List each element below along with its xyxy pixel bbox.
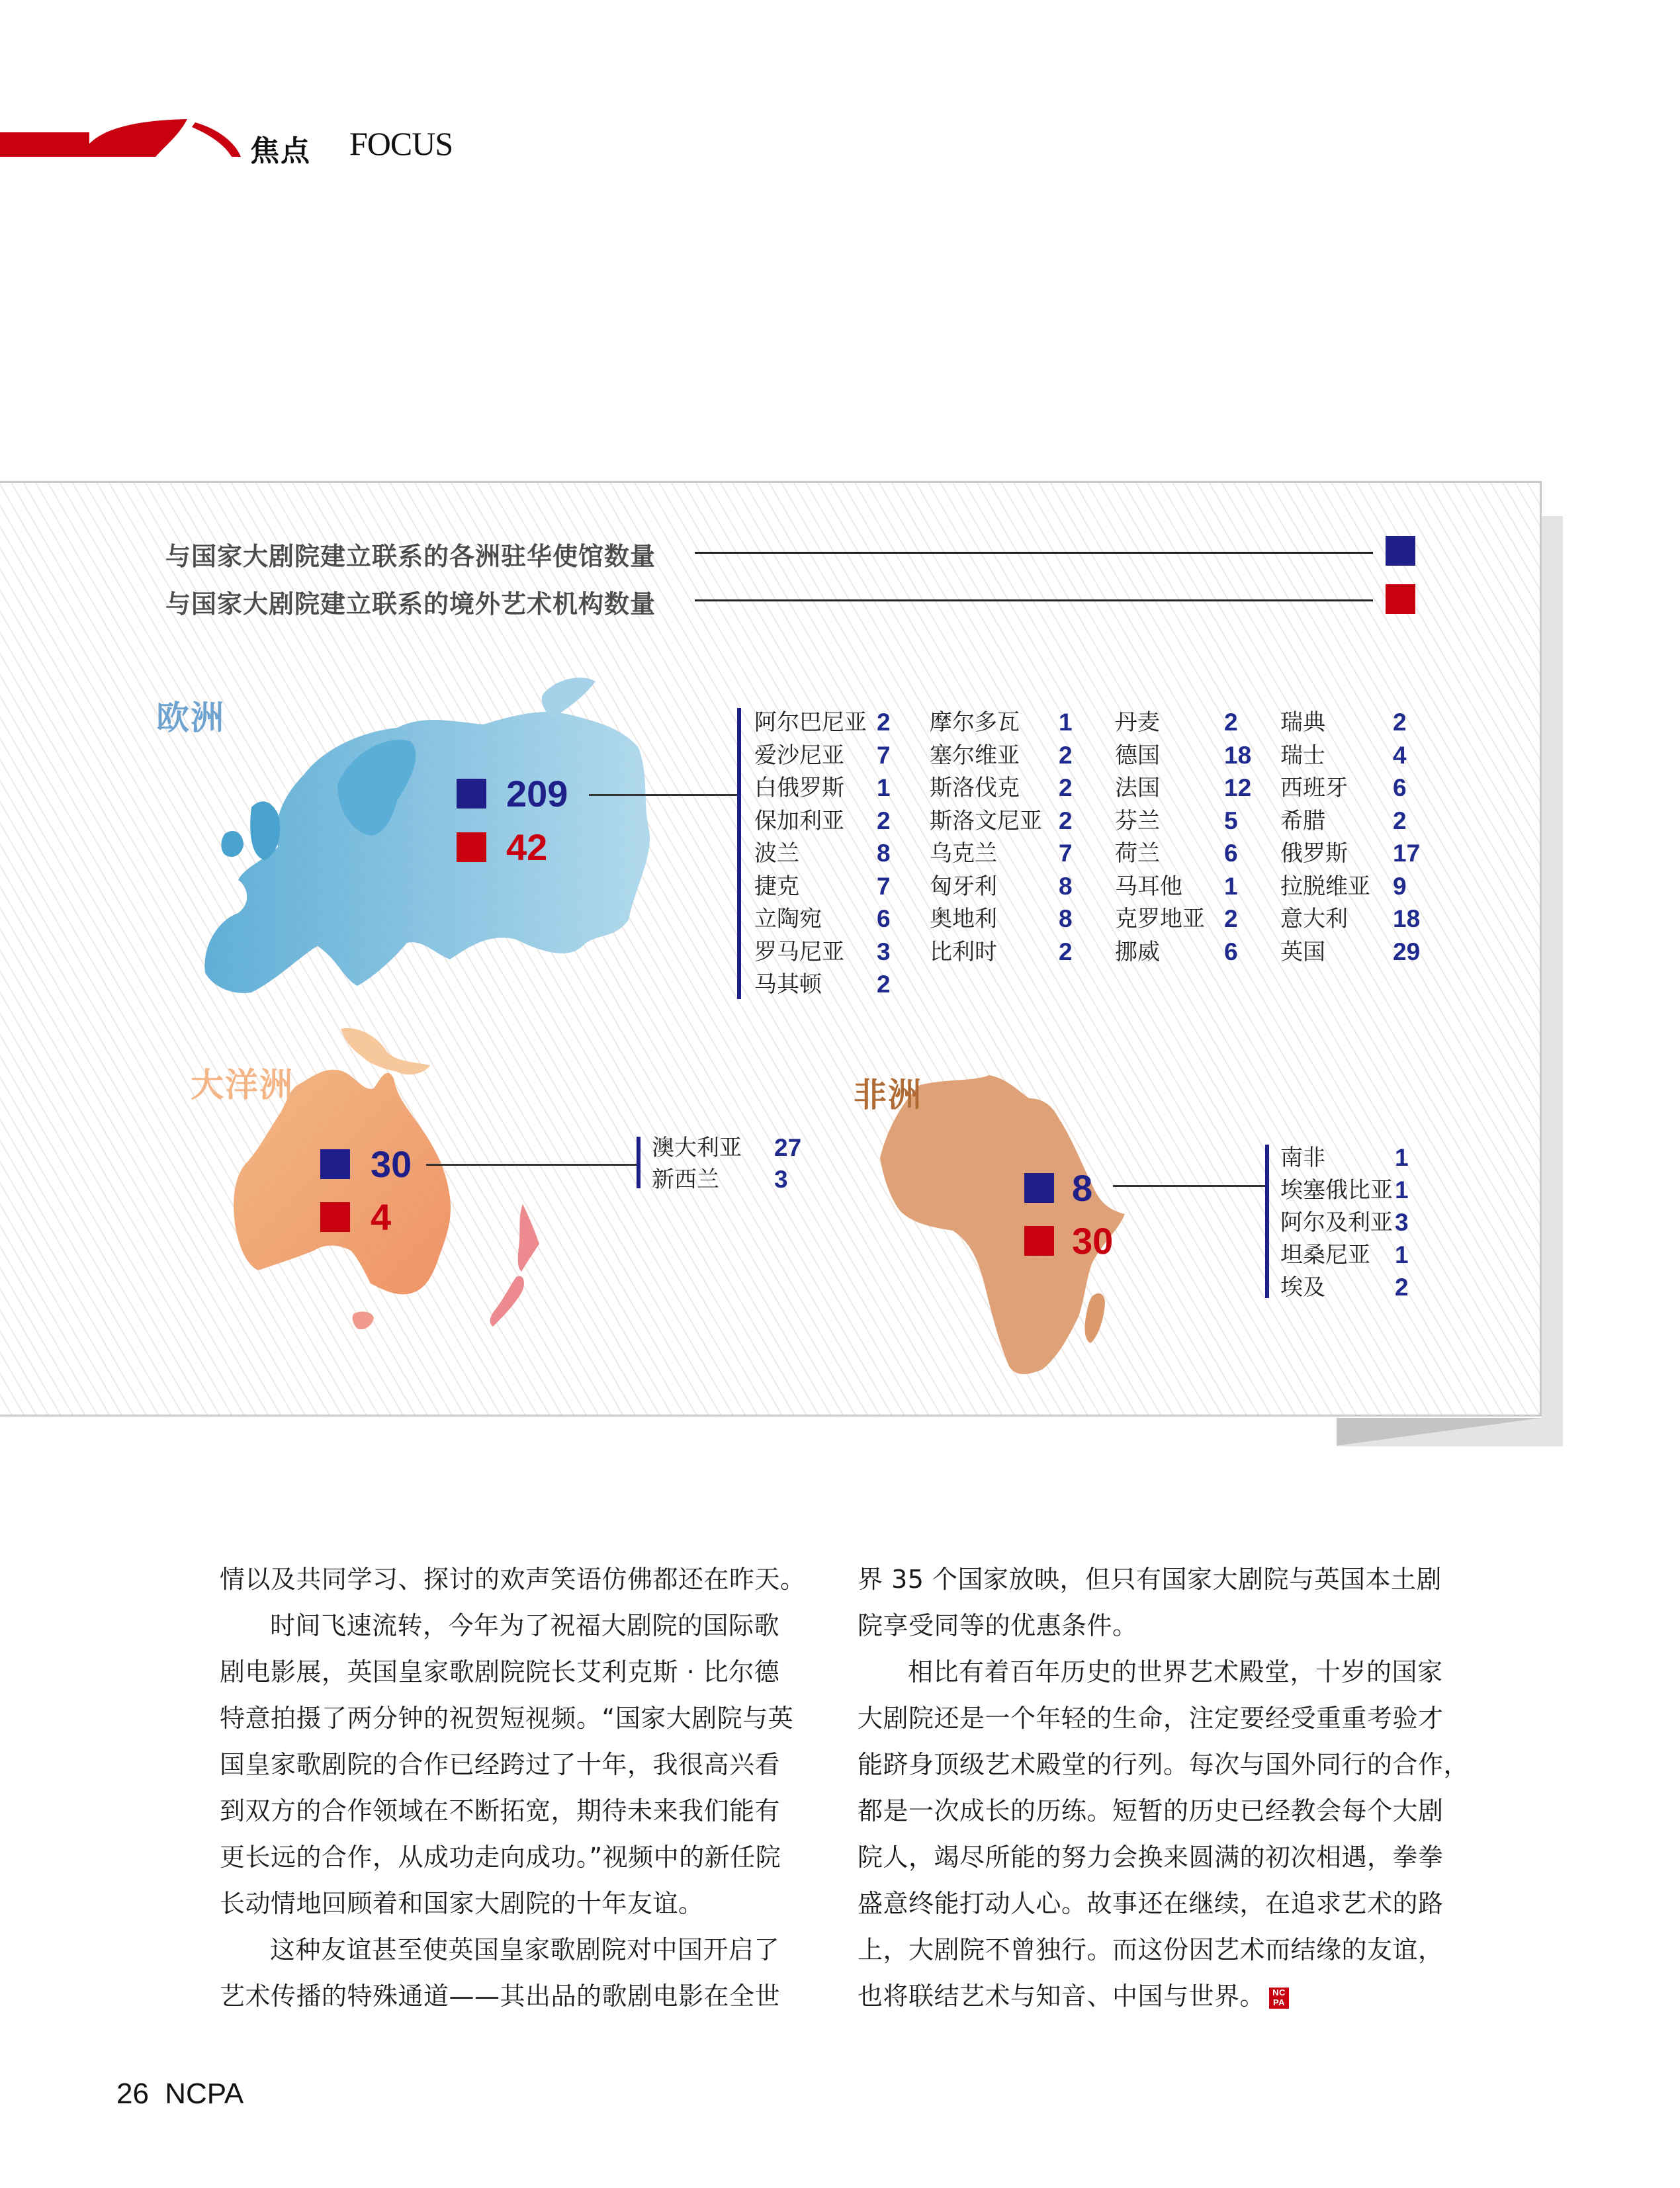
card-shadow-right <box>1542 516 1563 1446</box>
country-name: 西班牙 <box>1280 775 1348 801</box>
article-line <box>220 1649 822 1695</box>
header-arch-left <box>81 119 187 157</box>
country-name: 南非 <box>1280 1145 1325 1171</box>
country-count: 8 <box>1059 872 1073 900</box>
article-line-text: 能跻身顶级艺术殿堂的行列。每次与国外同行的合作， <box>858 1750 1470 1779</box>
article-line <box>220 1880 822 1927</box>
article-line-text: 相比有着百年历史的世界艺术殿堂，十岁的国家 <box>908 1657 1443 1686</box>
article-line-text: 院人，竭尽所能的努力会换来圆满的初次相遇，拳拳 <box>858 1843 1444 1872</box>
madagascar-shape <box>1085 1293 1105 1343</box>
country-name: 乌克兰 <box>930 840 997 867</box>
africa-connector-line <box>1113 1185 1265 1187</box>
article-line <box>220 1788 822 1834</box>
legend-embassies-label: 与国家大剧院建立联系的各洲驻华使馆数量 <box>165 542 656 571</box>
legend-embassies-swatch <box>1386 536 1415 566</box>
infographic-card <box>0 481 1542 1417</box>
country-name: 新西兰 <box>652 1166 719 1193</box>
country-name: 斯洛伐克 <box>930 775 1020 801</box>
country-count: 18 <box>1393 905 1421 932</box>
article-line <box>220 1602 822 1649</box>
country-count: 2 <box>1393 709 1407 736</box>
article-line <box>858 1927 1460 1973</box>
article-line-text: 院享受同等的优惠条件。 <box>858 1611 1138 1640</box>
country-name: 埃塞俄比亚 <box>1280 1177 1393 1203</box>
country-count: 1 <box>1395 1241 1409 1268</box>
country-count: 6 <box>1224 840 1238 867</box>
africa-embassies-count: 8 <box>1072 1167 1093 1209</box>
country-name: 阿尔及利亚 <box>1280 1209 1393 1236</box>
europe-list-bar <box>737 708 741 999</box>
country-count: 4 <box>1393 741 1407 769</box>
country-name: 波兰 <box>754 840 799 867</box>
novaya-zemlya-shape <box>542 678 596 718</box>
country-name: 匈牙利 <box>930 873 997 900</box>
country-name: 马耳他 <box>1115 873 1182 900</box>
africa-label: 非洲 <box>854 1075 922 1114</box>
country-count: 17 <box>1393 840 1421 867</box>
country-count: 7 <box>1059 840 1073 867</box>
country-name: 意大利 <box>1280 906 1348 932</box>
oceania-connector-line <box>426 1164 637 1166</box>
article-line <box>858 1602 1460 1649</box>
country-name: 保加利亚 <box>754 807 844 834</box>
article-line <box>220 1834 822 1880</box>
article-line <box>220 1973 822 2019</box>
country-name: 坦桑尼亚 <box>1280 1242 1370 1268</box>
article-column-2 <box>858 1556 1470 2019</box>
header-red-bar <box>0 132 89 157</box>
europe-connector-line <box>589 794 737 796</box>
country-count: 7 <box>877 872 891 900</box>
country-count: 12 <box>1224 774 1252 801</box>
article-line-text: 盛意终能打动人心。故事还在继续，在追求艺术的路 <box>858 1889 1444 1918</box>
country-count: 8 <box>877 840 891 867</box>
country-name: 芬兰 <box>1115 807 1160 834</box>
country-count: 2 <box>877 807 891 834</box>
europe-institutions-swatch <box>457 832 486 862</box>
ireland-shape <box>221 831 243 857</box>
publication-name: NCPA <box>165 2078 244 2110</box>
country-count: 5 <box>1224 807 1238 834</box>
europe-label: 欧洲 <box>156 698 225 737</box>
article-line <box>858 1880 1460 1927</box>
legend-institutions-label: 与国家大剧院建立联系的境外艺术机构数量 <box>165 590 656 619</box>
new-zealand-south-shape <box>490 1276 524 1327</box>
country-name: 英国 <box>1280 938 1325 965</box>
oceania-list-bar <box>637 1137 641 1188</box>
africa-institutions-count: 30 <box>1072 1220 1114 1262</box>
country-count: 3 <box>1395 1209 1409 1236</box>
card-page-curl <box>1337 1416 1562 1449</box>
legend-institutions-swatch <box>1386 584 1415 614</box>
article-line <box>220 1556 822 1602</box>
article-line <box>858 1834 1460 1880</box>
country-name: 法国 <box>1115 775 1160 801</box>
article-line <box>220 1741 822 1788</box>
oceania-label: 大洋洲 <box>191 1065 294 1104</box>
country-count: 6 <box>1224 938 1238 965</box>
article-column-1 <box>220 1556 822 2019</box>
country-name: 瑞士 <box>1280 742 1325 769</box>
country-count: 2 <box>1224 905 1238 932</box>
article-line <box>858 1695 1460 1741</box>
europe-institutions-count: 42 <box>506 826 548 868</box>
country-name: 捷克 <box>754 873 799 900</box>
country-count: 2 <box>1393 807 1407 834</box>
article-line-text: 更长远的合作，从成功走向成功。”视频中的新任院 <box>220 1843 781 1872</box>
article-line-text: 界 35 个国家放映，但只有国家大剧院与英国本土剧 <box>858 1565 1442 1594</box>
country-name: 挪威 <box>1115 938 1160 965</box>
article-line <box>858 1741 1470 1788</box>
country-count: 1 <box>1224 872 1238 900</box>
country-name: 奥地利 <box>930 906 997 932</box>
ncpa-end-mark-icon <box>1269 1988 1289 2009</box>
country-name: 丹麦 <box>1115 709 1160 736</box>
country-count: 1 <box>877 774 891 801</box>
country-name: 阿尔巴尼亚 <box>754 709 867 736</box>
country-name: 俄罗斯 <box>1280 840 1348 867</box>
country-count: 3 <box>774 1166 788 1193</box>
oceania-institutions-count: 4 <box>371 1196 392 1238</box>
country-count: 6 <box>877 905 891 932</box>
country-count: 1 <box>1395 1176 1409 1203</box>
oceania-embassies-swatch <box>320 1149 350 1179</box>
country-name: 拉脱维亚 <box>1280 873 1370 900</box>
country-count: 27 <box>774 1134 802 1161</box>
article-line-text: 国皇家歌剧院的合作已经跨过了十年，我很高兴看 <box>220 1750 781 1779</box>
page-footer <box>116 2078 243 2111</box>
page-number: 26 <box>116 2078 149 2110</box>
country-count: 2 <box>1059 938 1073 965</box>
europe-map <box>172 668 701 999</box>
new-guinea-shape <box>341 1028 430 1074</box>
country-name: 澳大利亚 <box>652 1135 742 1161</box>
country-count: 2 <box>1224 709 1238 736</box>
europe-embassies-count: 209 <box>506 773 568 814</box>
article-line <box>858 1973 1460 2019</box>
africa-list-bar <box>1265 1145 1269 1298</box>
country-count: 8 <box>1059 905 1073 932</box>
country-name: 瑞典 <box>1280 709 1325 736</box>
country-count: 29 <box>1393 938 1421 965</box>
country-count: 2 <box>1059 774 1073 801</box>
country-name: 塞尔维亚 <box>930 742 1020 769</box>
article-line-text: 情以及共同学习、探讨的欢声笑语仿佛都还在昨天。 <box>220 1565 806 1594</box>
article-line-text: 艺术传播的特殊通道——其出品的歌剧电影在全世 <box>220 1982 781 2011</box>
article-line-text: 时间飞速流转，今年为了祝福大剧院的国际歌 <box>270 1611 780 1640</box>
article-line-text: 长动情地回顾着和国家大剧院的十年友谊。 <box>220 1889 704 1918</box>
country-name: 埃及 <box>1280 1274 1325 1301</box>
article-line-text: 剧电影展，英国皇家歌剧院院长艾利克斯 · 比尔德 <box>220 1657 780 1686</box>
section-title-cn: 焦点 <box>250 134 311 168</box>
country-name: 荷兰 <box>1115 840 1160 867</box>
article-line-text: 上，大剧院不曾独行。而这份因艺术而结缘的友谊， <box>858 1935 1444 1964</box>
country-count: 18 <box>1224 741 1252 769</box>
country-count: 2 <box>1395 1274 1409 1301</box>
africa-institutions-swatch <box>1024 1226 1054 1256</box>
article-line <box>220 1927 822 1973</box>
country-name: 克罗地亚 <box>1115 906 1205 932</box>
article-line-text: 都是一次成长的历练。短暂的历史已经教会每个大剧 <box>858 1796 1444 1825</box>
new-zealand-north-shape <box>518 1204 539 1272</box>
article-line <box>220 1695 822 1741</box>
africa-embassies-swatch <box>1024 1173 1054 1203</box>
end-mark-bottom: PA <box>1272 1997 1286 2007</box>
article-line <box>858 1556 1460 1602</box>
country-name: 比利时 <box>930 938 997 965</box>
country-name: 爱沙尼亚 <box>754 742 844 769</box>
country-name: 罗马尼亚 <box>754 938 844 965</box>
tasmania-shape <box>353 1311 374 1329</box>
country-count: 3 <box>877 938 891 965</box>
legend-embassies-line <box>695 552 1373 554</box>
section-title-en: FOCUS <box>349 125 453 162</box>
end-mark-top: NC <box>1272 1987 1286 1997</box>
country-name: 德国 <box>1115 742 1160 769</box>
country-count: 7 <box>877 741 891 769</box>
country-name: 斯洛文尼亚 <box>930 807 1042 834</box>
country-count: 6 <box>1393 774 1407 801</box>
country-count: 2 <box>877 971 891 998</box>
oceania-embassies-count: 30 <box>371 1143 412 1185</box>
country-count: 2 <box>1059 741 1073 769</box>
country-name: 白俄罗斯 <box>754 775 844 801</box>
article-line-text: 到双方的合作领域在不断拓宽，期待未来我们能有 <box>220 1796 781 1825</box>
header-arch-right <box>192 122 241 157</box>
article-line <box>858 1788 1460 1834</box>
country-count: 2 <box>877 709 891 736</box>
article-line <box>858 1649 1460 1695</box>
legend-institutions-line <box>695 599 1373 601</box>
country-count: 9 <box>1393 872 1407 900</box>
europe-embassies-swatch <box>457 779 486 809</box>
country-count: 2 <box>1059 807 1073 834</box>
country-name: 希腊 <box>1280 807 1325 834</box>
article-line-text: 也将联结艺术与知音、中国与世界。 <box>858 1982 1266 2011</box>
article-line-text: 大剧院还是一个年轻的生命，注定要经受重重考验才 <box>858 1704 1444 1733</box>
article-line-text: 特意拍摄了两分钟的祝贺短视频。“国家大剧院与英 <box>220 1704 794 1733</box>
country-count: 1 <box>1059 709 1073 736</box>
country-count: 1 <box>1395 1144 1409 1171</box>
country-name: 摩尔多瓦 <box>930 709 1020 736</box>
oceania-institutions-swatch <box>320 1202 350 1232</box>
country-name: 马其顿 <box>754 971 822 998</box>
article-line-text: 这种友谊甚至使英国皇家歌剧院对中国开启了 <box>270 1935 780 1964</box>
country-name: 立陶宛 <box>754 906 822 932</box>
